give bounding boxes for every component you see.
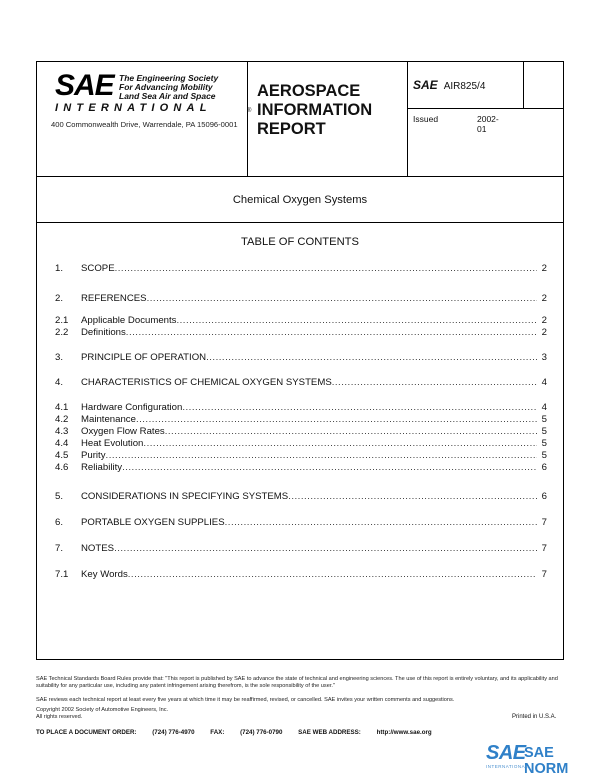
sae-small-logo: SAE [413,78,438,92]
toc-entry[interactable] [55,315,547,327]
toc-entry[interactable] [55,352,547,364]
toc-entry[interactable] [55,462,547,474]
sae-logo-mark: SAE [55,69,114,102]
toc-entry-title: CHARACTERISTICS OF CHEMICAL OXYGEN SYSTEMS [81,377,332,388]
issued-date [413,114,499,134]
toc-entry-number: 4.4 [55,438,69,449]
toc-entry-title: NOTES [81,543,115,554]
toc-entry-title: Heat Evolution [81,438,144,449]
toc-leader-dots [106,450,537,462]
toc-entry-number: 6. [55,517,64,528]
fax-label: FAX: [210,729,225,736]
report-header [37,62,563,177]
toc-entry-number: 5. [55,491,64,502]
toc-entry-title: Key Words [81,569,128,580]
toc-leader-dots [128,569,537,581]
toc-entry-page: 2 [541,315,547,326]
toc-entry-title: Reliability [81,462,123,473]
toc-entry-title: Applicable Documents [81,315,177,326]
toc-entry-title: Hardware Configuration [81,402,183,413]
toc-entry-page: 2 [541,263,547,274]
toc-entry-page: 5 [541,438,547,449]
toc-entry-page: 7 [541,543,547,554]
copyright-line: Copyright 2002 Society of Automotive Engineers, Inc. [36,707,169,713]
toc-entry-page: 4 [541,402,547,413]
report-type [257,82,372,139]
toc-entry[interactable] [55,377,547,389]
title-divider [37,222,563,223]
toc-entry-title: Purity [81,450,106,461]
fax-number: (724) 776-0790 [240,729,283,736]
toc-leader-dots [126,327,537,339]
rights-line: All rights reserved. [36,714,83,720]
toc-entry-title: CONSIDERATIONS IN SPECIFYING SYSTEMS [81,491,289,502]
toc-entry-page: 4 [541,377,547,388]
toc-leader-dots [165,426,537,438]
toc-entry[interactable] [55,517,547,529]
toc-entry-number: 7.1 [55,569,69,580]
toc-leader-dots [206,352,537,364]
toc-entry-number: 2. [55,293,64,304]
tagline-line-2: For Advancing Mobility [119,82,213,92]
header-divider [523,62,524,108]
toc-leader-dots [182,402,537,414]
toc-leader-dots [115,263,537,275]
toc-entry-number: 2.2 [55,327,69,338]
tagline-line-3: Land Sea Air and Space [119,91,216,101]
international-wordmark: INTERNATIONAL [55,102,212,114]
order-phone: (724) 776-4970 [152,729,195,736]
toc-entry[interactable] [55,263,547,275]
watermark-sub: INTERNATIONAL [486,764,529,769]
report-type-line: REPORT [257,120,326,138]
toc-entry-number: 4. [55,377,64,388]
toc-entry-page: 5 [541,450,547,461]
report-type-line: INFORMATION [257,101,373,119]
toc-entry[interactable] [55,414,547,426]
toc-entry-number: 4.5 [55,450,69,461]
toc-entry[interactable] [55,450,547,462]
web-address[interactable]: http://www.sae.org [376,729,432,736]
toc-entry[interactable] [55,569,547,581]
review-note: SAE reviews each technical report at least every five years at which time it may be reaffirmed, revised, or cancelled. SAE invites your written comments and suggestions. [36,697,455,703]
report-frame [36,61,564,660]
toc-entry-title: PORTABLE OXYGEN SUPPLIES [81,517,225,528]
toc-entry[interactable] [55,543,547,555]
toc-leader-dots [332,377,537,389]
board-rules-note: SAE Technical Standards Board Rules provide that: "This report is published by SAE to advance the state of technical and engineering sciences. The use of this report is entirely voluntary, and its applicability and suitability for any particular use, including any patent infringement arising therefrom, is the sole responsibility of the user." [36,676,558,689]
toc-entry-page: 3 [541,352,547,363]
report-type-line: AEROSPACE [257,82,361,100]
toc-leader-dots [288,491,537,503]
toc-entry-title: REFERENCES [81,293,147,304]
toc-leader-dots [176,315,537,327]
document-number [413,78,485,92]
toc-entry-page: 6 [541,462,547,473]
issued-label: Issued [413,114,439,124]
toc-leader-dots [122,462,537,474]
order-info [36,729,446,736]
toc-leader-dots [136,414,537,426]
document-title: Chemical Oxygen Systems [232,194,368,206]
toc-entry-page: 5 [541,426,547,437]
toc-entry-number: 4.1 [55,402,69,413]
toc-entry-title: Maintenance [81,414,136,425]
toc-leader-dots [143,438,537,450]
toc-entry-number: 4.6 [55,462,69,473]
toc-entry-page: 2 [541,327,547,338]
toc-entry-title: Definitions [81,327,126,338]
toc-entry-number: 2.1 [55,315,69,326]
header-divider [407,108,563,109]
toc-entry-title: SCOPE [81,263,115,274]
toc-entry-page: 7 [541,517,547,528]
toc-entry-title: Oxygen Flow Rates [81,426,165,437]
toc-leader-dots [225,517,537,529]
toc-entry-number: 4.3 [55,426,69,437]
doc-number-value: AIR825/4 [443,81,486,92]
toc-leader-dots [147,293,537,305]
toc-entry[interactable] [55,402,547,414]
toc-entry-number: 1. [55,263,64,274]
web-label: SAE WEB ADDRESS: [298,729,361,736]
toc-entry[interactable] [55,327,547,339]
toc-entry[interactable] [55,438,547,450]
registered-mark: ® [247,108,252,114]
toc-entry[interactable] [55,293,547,305]
toc-entry[interactable] [55,426,547,438]
toc-leader-dots [114,543,537,555]
toc-entry-page: 2 [541,293,547,304]
order-label: TO PLACE A DOCUMENT ORDER: [36,729,137,736]
toc-entry-page: 5 [541,414,547,425]
toc-entry-title: PRINCIPLE OF OPERATION [81,352,207,363]
toc-entry[interactable] [55,491,547,503]
toc-entry-number: 3. [55,352,64,363]
toc-entry-page: 6 [541,491,547,502]
toc-entry-number: 7. [55,543,64,554]
publisher-address: 400 Commonwealth Drive, Warrendale, PA 15096-0001 [51,120,238,129]
watermark-logo: SAE [486,742,526,764]
toc-heading: TABLE OF CONTENTS [241,236,359,248]
header-divider [407,62,408,176]
watermark-name: SAE NORM [524,745,569,777]
header-divider [247,62,248,176]
tagline-line-1: The Engineering Society [119,73,219,83]
sae-norm-watermark [486,742,594,777]
toc-entry-number: 4.2 [55,414,69,425]
printed-in: Printed in U.S.A. [512,714,557,720]
issued-value: 2002-01 [477,114,499,134]
toc-entry-page: 7 [541,569,547,580]
